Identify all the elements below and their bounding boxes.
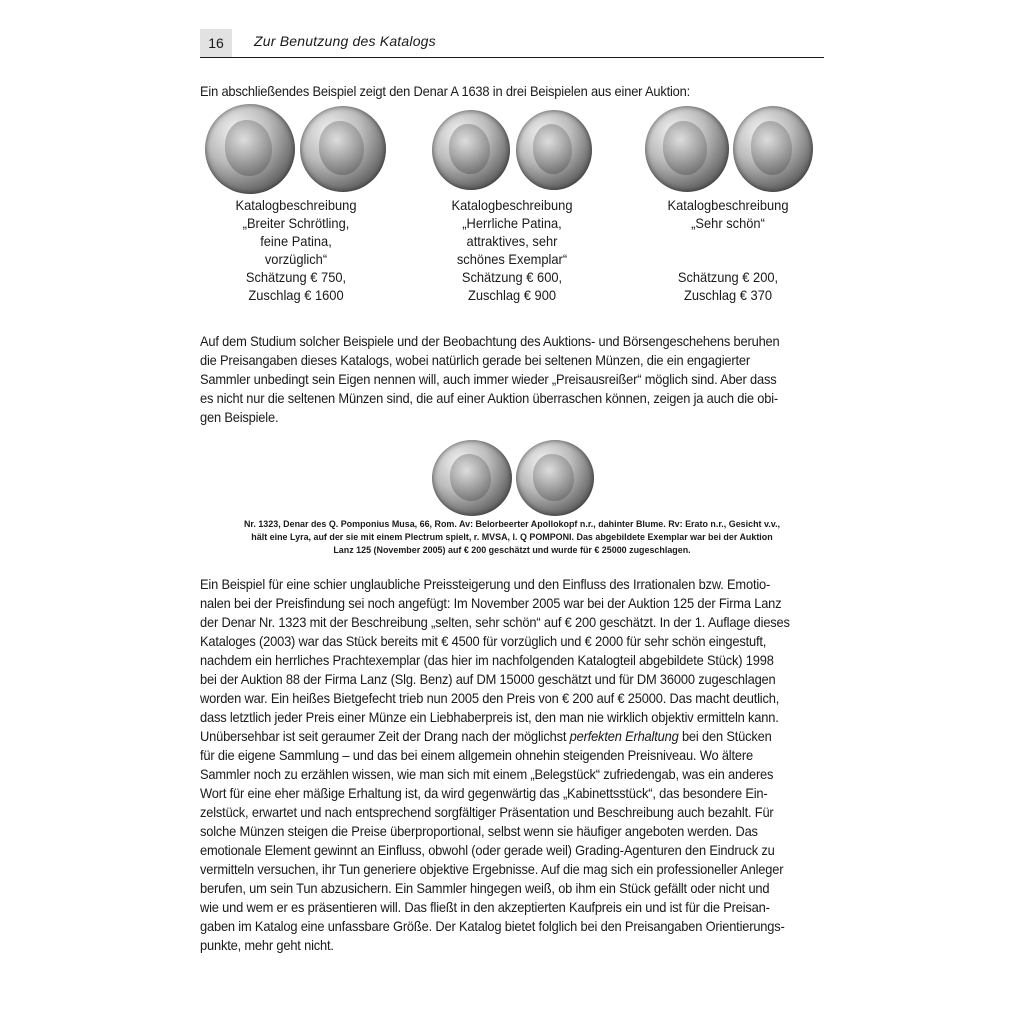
paragraph-2: Ein Beispiel für eine schier unglaubliche Preissteigerung und den Einfluss des Irrationalen bzw. Emotio- nalen bei der Preisfindung sei noch angefügt: Im November 2005 war bei der Auktion 125 der Firma Lanz der Denar Nr. 1323 mit der Beschreibung „selten, sehr schön“ auf € 200 geschätzt. In der 1. Auflage dieses Kataloges (2003) war das Stück bereits mit € 4500 für vorzüglich und € 2000 für sehr schön eingestuft, nachdem ein herrliches Prachtexemplar (das hier im nachfolgenden Katalogteil abgebildete Stück) 1998 bei der Auktion 88 der Firma Lanz (Slg. Benz) auf DM 15000 geschätzt und für DM 36000 zugeschlagen worden war. Ein heißes Bietgefecht trieb nun 2005 den Preis von € 200 auf € 25000. Das macht deutlich, dass letztlich jeder Preis einer Münze ein Liebhaberpreis ist, den man nie wirklich objektiv ermitteln kann. Unübersehbar ist seit geraumer Zeit der Drang nach der möglichst perfekten Erhaltung bei den Stücken für die eigene Sammlung – und das bei einem allgemein ohnehin steigenden Preisniveau. Wo ältere Sammler noch zu erzählen wissen, wie man sich mit einem „Belegstück“ zufriedengab, was ein anderes Wort für eine eher mäßige Erhaltung ist, da wird gegenwärtig das „Kabinettsstück“, das besondere Ein- zelstück, erwartet und nach entsprechend sorgfältiger Präsentation und Beschreibung auch bezahlt. Für solche Münzen steigen die Preise überproportional, selbst wenn sie häufiger angeboten werden. Das emotionale Element gewinnt an Einfluss, obwohl (oder gerade weil) Grading-Agenturen den Eindruck zu vermitteln versuchen, ihr Tun generiere objektive Ergebnisse. Auf die mag sich ein professioneller Anleger berufen, um sein Tun abzusichern. Ein Sammler hingegen weiß, ob ihm ein Stück gefällt oder nicht und wie und wem er es präsentieren will. Das fließt in den akzeptierten Kaufpreis ein und ist für die Preisan- gaben im Katalog eine unfassbare Größe. Der Katalog bietet folglich bei den Preisangaben Orientierungs- punkte, mehr geht nicht. — [200, 576, 790, 953]
coin-1-obverse — [205, 104, 295, 194]
coin-musa-obverse — [432, 440, 512, 516]
running-title: Zur Benutzung des Katalogs — [254, 33, 436, 49]
coin-2-obverse — [432, 110, 510, 190]
intro-text: Ein abschließendes Beispiel zeigt den Denar A 1638 in drei Beispielen aus einer Auktion: — [200, 83, 691, 99]
coin-note: Nr. 1323, Denar des Q. Pomponius Musa, 66, Rom. Av: Belorbeerter Apollokopf n.r., dahinter Blume. Rv: Erato n.r., Gesicht v.v., hält eine Lyra, auf der sie mit einem Plectrum spielt, r. MVSA, l. Q POMPONI. Das abgebildete Exemplar war bei der Auktion Lanz 125 (November 2005) auf € 200 geschätzt und wurde für € 25000 zugeschlagen. — [243, 519, 781, 556]
coin-1-reverse — [300, 106, 386, 192]
italic-emphasis: perfekten Erhaltung — [569, 728, 679, 744]
coin-2-reverse — [516, 110, 592, 190]
coin-musa-reverse — [516, 440, 594, 516]
page-number: 16 — [200, 29, 232, 57]
example-3-caption: Katalogbeschreibung „Sehr schön“ Schätzung € 200, Zuschlag € 370 — [667, 197, 789, 303]
coin-3-reverse — [733, 106, 813, 192]
header-rule — [200, 57, 824, 58]
example-1-caption: Katalogbeschreibung „Breiter Schrötling, feine Patina, vorzüglich“ Schätzung € 750, Zuschlag € 1600 — [235, 197, 357, 303]
coin-3-obverse — [645, 106, 729, 192]
example-2-caption: Katalogbeschreibung „Herrliche Patina, attraktives, sehr schönes Exemplar“ Schätzung € 600, Zuschlag € 900 — [451, 197, 573, 303]
paragraph-1: Auf dem Studium solcher Beispiele und der Beobachtung des Auktions- und Börsengeschehens beruhen die Preisangaben dieses Katalogs, wobei natürlich gerade bei seltenen Münzen, die ein engagierter Sammler unbedingt sein Eigen nennen will, auch immer wieder „Preisausreißer“ möglich sind. Aber dass es nicht nur die seltenen Münzen sind, die auf einer Auktion überraschen können, zeigen ja auch die obi- gen Beispiele. — [200, 333, 780, 425]
